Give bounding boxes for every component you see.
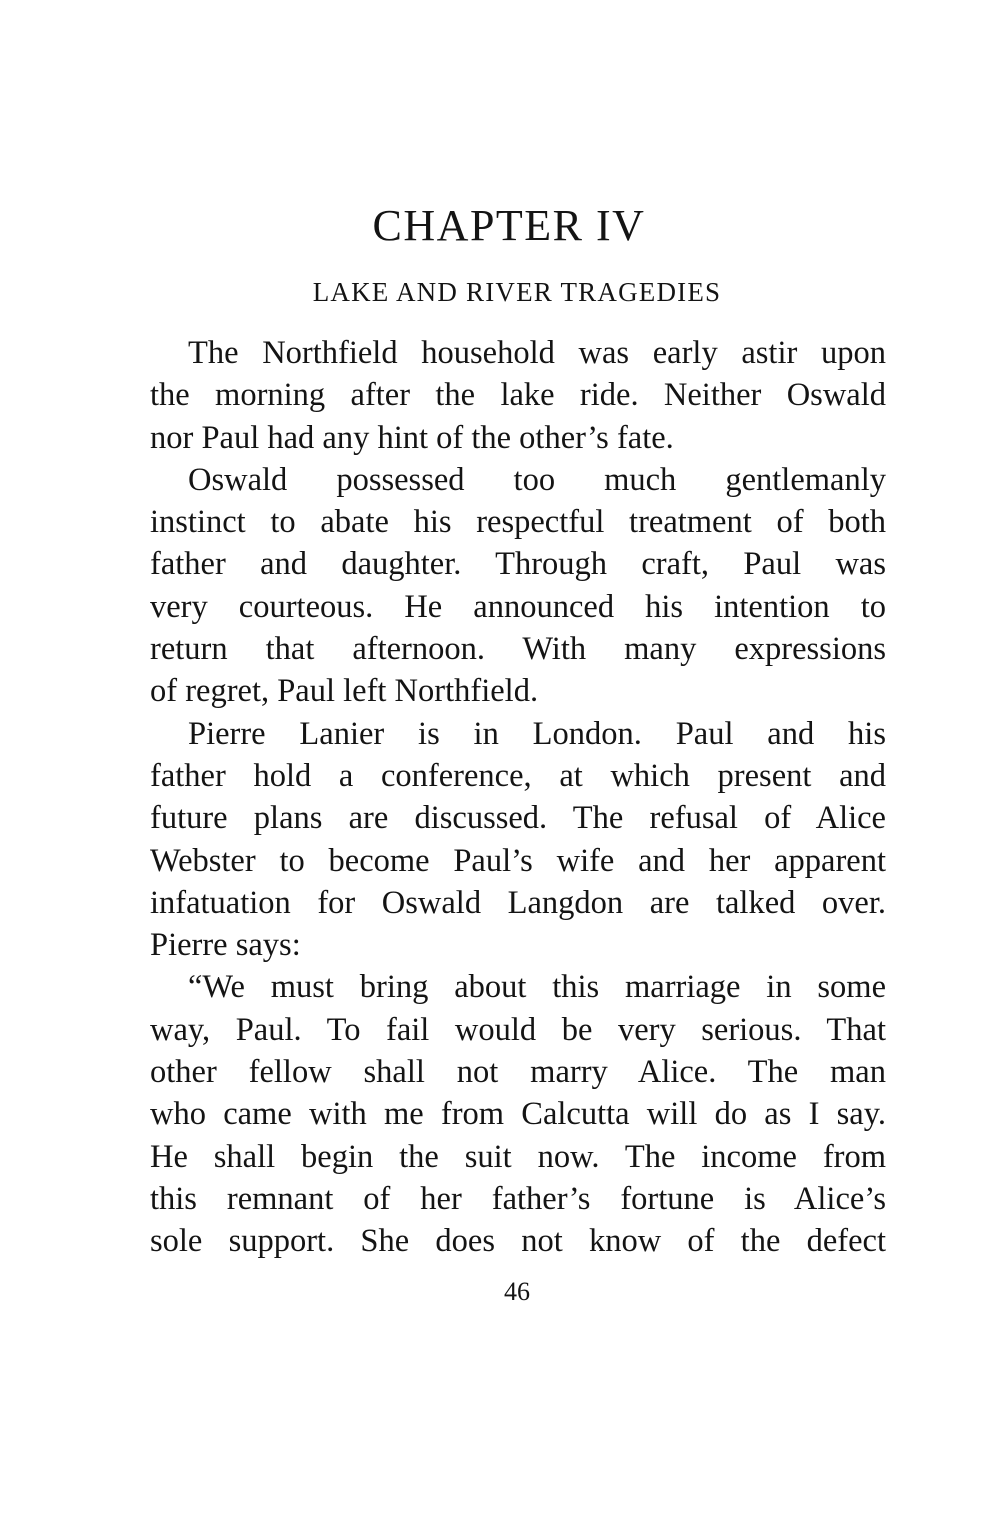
text-line: Oswald possessed too much gentlemanly	[188, 461, 886, 498]
page-number: 46	[504, 1277, 530, 1306]
text-line: Pierre says:	[150, 927, 301, 964]
text-line: infatuation for Oswald Langdon are talked over.	[150, 884, 886, 921]
text-line: way, Paul. To fail would be very serious. That	[150, 1011, 886, 1048]
text-line: He shall begin the suit now. The income from	[150, 1138, 886, 1175]
text-line: Pierre Lanier is in London. Paul and his	[188, 715, 886, 752]
text-line: The Northfield household was early astir upon	[188, 335, 886, 371]
text-line: return that afternoon. With many expressions	[150, 631, 886, 668]
text-line: instinct to abate his respectful treatment of both	[150, 504, 886, 541]
text-line: this remnant of her father’s fortune is Alice’s	[150, 1180, 886, 1217]
text-line: very courteous. He announced his intention to	[150, 588, 886, 625]
text-line: who came with me from Calcutta will do as I say.	[150, 1096, 886, 1133]
text-line: future plans are discussed. The refusal of Alice	[150, 800, 886, 837]
text-line: of regret, Paul left Northfield.	[150, 673, 539, 710]
text-line: father and daughter. Through craft, Paul was	[150, 546, 886, 583]
text-line: the morning after the lake ride. Neither Oswald	[150, 377, 886, 414]
chapter-title: CHAPTER IV	[372, 201, 646, 250]
text-line: other fellow shall not marry Alice. The man	[150, 1054, 886, 1091]
text-line: sole support. She does not know of the defect	[150, 1223, 886, 1260]
text-line: Webster to become Paul’s wife and her apparent	[150, 842, 886, 879]
text-line: father hold a conference, at which present and	[150, 757, 886, 794]
text-line: “We must bring about this marriage in some	[188, 969, 886, 1006]
body-text	[150, 332, 886, 1263]
text-line: nor Paul had any hint of the other’s fate.	[150, 419, 674, 456]
chapter-subtitle: LAKE AND RIVER TRAGEDIES	[312, 277, 722, 307]
